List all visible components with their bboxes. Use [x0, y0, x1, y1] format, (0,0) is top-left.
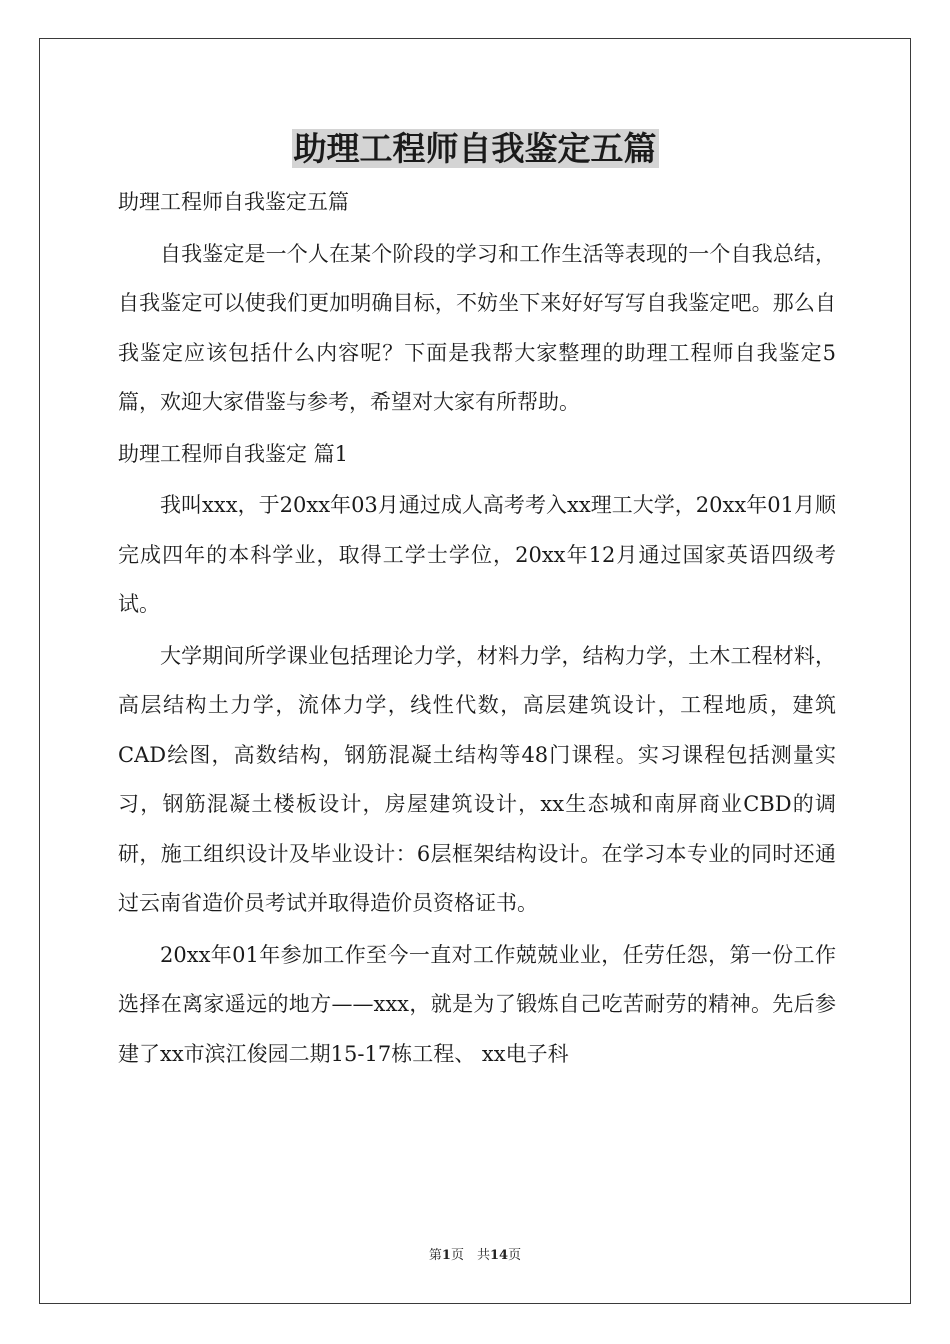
- footer-suffix: 页: [508, 1248, 522, 1263]
- body-paragraph-2: 大学期间所学课业包括理论力学，材料力学，结构力学，土木工程材料，高层结构土力学，流体力学，线性代数，高层建筑设计，工程地质，建筑CAD绘图，高数结构，钢筋混凝土结构等48门课程。实习课程包括测量实习，钢筋混凝土楼板设计，房屋建筑设计，xx生态城和南屏商业CBD的调研，施工组织设计及毕业设计：6层框架结构设计。在学习本专业的同时还通过云南省造价员考试并取得造价员资格证书。: [118, 643, 836, 915]
- footer-total-pages: 14: [489, 1248, 509, 1263]
- footer-mid: 页 共: [450, 1248, 490, 1263]
- document-title: [0, 126, 950, 172]
- document-subtitle: 助理工程师自我鉴定五篇: [118, 190, 349, 214]
- section-heading: 助理工程师自我鉴定 篇1: [118, 441, 349, 466]
- intro-paragraph: 自我鉴定是一个人在某个阶段的学习和工作生活等表现的一个自我总结，自我鉴定可以使我们更加明确目标，不妨坐下来好好写写自我鉴定吧。那么自我鉴定应该包括什么内容呢？下面是我帮大家整理的助理工程师自我鉴定5篇，欢迎大家借鉴与参考，希望对大家有所帮助。: [118, 241, 836, 414]
- body-paragraph-3: 20xx年01年参加工作至今一直对工作兢兢业业，任劳任怨，第一份工作选择在离家遥远的地方——xxx，就是为了锻炼自己吃苦耐劳的精神。先后参建了xx市滨江俊园二期15-17栋工程、 xx电子科: [118, 942, 836, 1066]
- footer-current-page: 1: [441, 1248, 451, 1263]
- document-body: [118, 178, 836, 1079]
- page-footer: [0, 1246, 950, 1266]
- body-paragraph-1: 我叫xxx，于20xx年03月通过成人高考考入xx理工大学，20xx年01月顺完成四年的本科学业，取得工学士学位，20xx年12月通过国家英语四级考试。: [118, 493, 836, 616]
- document-title-text: 助理工程师自我鉴定五篇: [293, 129, 657, 168]
- footer-prefix: 第: [428, 1248, 442, 1263]
